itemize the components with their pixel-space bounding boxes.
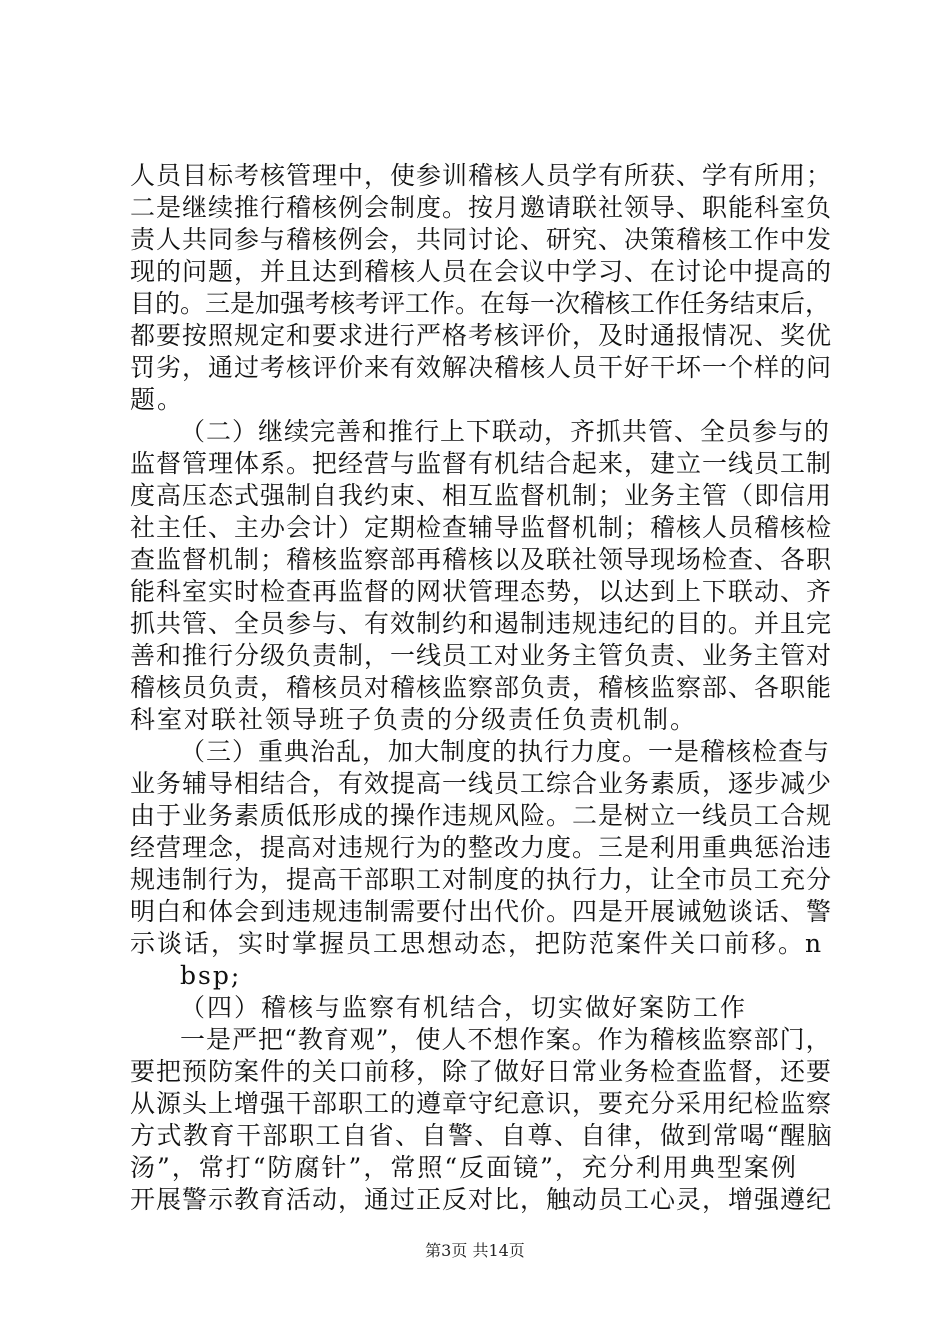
text-line: 从源头上增强干部职工的遵章守纪意识，要充分采用纪检监察 xyxy=(130,1089,833,1118)
text-line: 业务辅导相结合，有效提高一线员工综合业务素质，逐步减少 xyxy=(130,769,833,798)
text-line: 能科室实时检查再监督的网状管理态势，以达到上下联动、齐 xyxy=(130,577,833,606)
text-line: 现的问题，并且达到稽核人员在会议中学习、在讨论中提高的 xyxy=(130,257,833,286)
text-line: 查监督机制；稽核监察部再稽核以及联社领导现场检查、各职 xyxy=(130,545,833,574)
text-line: 由于业务素质低形成的操作违规风险。二是树立一线员工合规 xyxy=(130,801,833,830)
section-heading-line: （三）重典治乱，加大制度的执行力度。一是稽核检查与 xyxy=(180,737,831,766)
text-line: bsp; xyxy=(180,961,242,990)
text-line: 监督管理体系。把经营与监督有机结合起来，建立一线员工制 xyxy=(130,449,833,478)
text-line: 经营理念，提高对违规行为的整改力度。三是利用重典惩治违 xyxy=(130,833,833,862)
text-line: 规违制行为，提高干部职工对制度的执行力，让全市员工充分 xyxy=(130,865,833,894)
text-line: 罚劣，通过考核评价来有效解决稽核人员干好干坏一个样的问 xyxy=(130,353,833,382)
text-line: 科室对联社领导班子负责的分级责任负责机制。 xyxy=(130,705,698,734)
page-number-footer: 第3页 共14页 xyxy=(425,1241,525,1260)
text-line: 人员目标考核管理中，使参训稽核人员学有所获、学有所用； xyxy=(130,161,833,190)
text-line: 汤”，常打“防腐针”，常照“反面镜”，充分利用典型案例 xyxy=(130,1153,798,1182)
text-line: 题。 xyxy=(130,385,185,414)
text-line: 明白和体会到违规违制需要付出代价。四是开展诫勉谈话、警 xyxy=(130,897,833,926)
section-heading-line: （四）稽核与监察有机结合，切实做好案防工作 xyxy=(180,993,748,1022)
text-line: 都要按照规定和要求进行严格考核评价，及时通报情况、奖优 xyxy=(130,321,833,350)
text-line: 方式教育干部职工自省、自警、自尊、自律，做到常喝“醒脑 xyxy=(130,1121,834,1150)
text-line: 开展警示教育活动，通过正反对比，触动员工心灵，增强遵纪 xyxy=(130,1185,833,1214)
text-line: 一是严把“教育观”，使人不想作案。作为稽核监察部门， xyxy=(180,1025,832,1054)
text-line: 要把预防案件的关口前移，除了做好日常业务检查监督，还要 xyxy=(130,1057,833,1086)
section-heading-line: （二）继续完善和推行上下联动，齐抓共管、全员参与的 xyxy=(180,417,831,446)
text-line: 示谈话，实时掌握员工思想动态，把防范案件关口前移。n xyxy=(130,929,824,958)
text-line: 善和推行分级负责制，一线员工对业务主管负责、业务主管对 xyxy=(130,641,833,670)
text-line: 稽核员负责，稽核员对稽核监察部负责，稽核监察部、各职能 xyxy=(130,673,833,702)
text-line: 责人共同参与稽核例会，共同讨论、研究、决策稽核工作中发 xyxy=(130,225,833,254)
text-line: 度高压态式强制自我约束、相互监督机制；业务主管（即信用 xyxy=(130,481,833,510)
text-line: 社主任、主办会计）定期检查辅导监督机制；稽核人员稽核检 xyxy=(130,513,833,542)
text-line: 目的。三是加强考核考评工作。在每一次稽核工作任务结束后， xyxy=(130,289,831,318)
text-line: 抓共管、全员参与、有效制约和遏制违规违纪的目的。并且完 xyxy=(130,609,833,638)
text-line: 二是继续推行稽核例会制度。按月邀请联社领导、职能科室负 xyxy=(130,193,833,222)
